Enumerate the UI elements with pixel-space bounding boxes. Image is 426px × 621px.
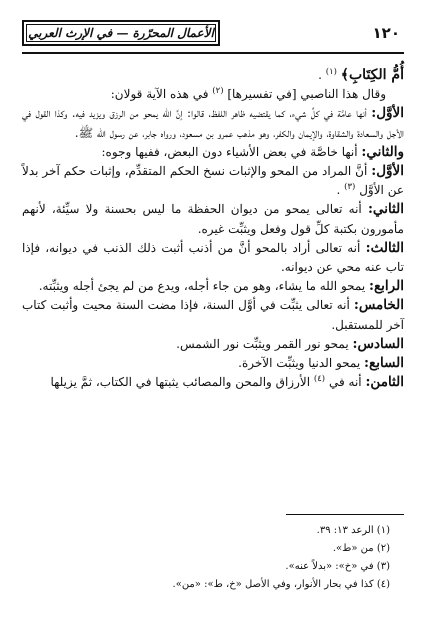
paragraph-text: أنه تعالى أراد بالمحو أنَّ من أذنب أثبت ذلك الذنب في ديوانه، فإذا تاب عنه محي عن ديوانه. (22, 240, 404, 275)
footnote: (٣) في «خ»: «بدلاً عنه». (285, 561, 390, 572)
paragraph-aspect-6 (22, 335, 404, 354)
header-rule (22, 52, 404, 54)
page-header (22, 18, 404, 58)
punctuation: . (318, 68, 322, 82)
verse-line (22, 66, 404, 85)
footnote: (١) الرعد ١٣: ٣٩. (316, 525, 390, 536)
footnote: (٢) من «ط». (332, 543, 390, 554)
paragraph-text: يمحو الله ما يشاء، وهو من جاء أجله، ويدع من لم يجئ أجله ويثبِّته. (38, 279, 366, 294)
footnote-ref: (٣) (344, 182, 356, 193)
paragraph-text: أنه تعالى يثبِّت في أوَّل السنة، فإذا مضت السنة محيت وأثبت كتاب آخر للمستقبل. (22, 298, 404, 332)
section-keyword: الرابع: (369, 278, 404, 295)
paragraph-text: أنه في (328, 375, 362, 390)
section-keyword: السادس: (352, 335, 404, 352)
footnote-ref: (١) (325, 67, 337, 77)
paragraph-aspect-8 (22, 373, 404, 392)
section-keyword: الثامن: (365, 374, 404, 391)
paragraph-text: يمحو الدنيا ويثبِّت الآخرة. (238, 356, 361, 371)
paragraph-aspect-5 (22, 296, 404, 334)
page-number: ١٢٠ (372, 24, 400, 42)
section-keyword: الأوَّل: (371, 163, 404, 180)
paragraph-aspect-3 (22, 239, 404, 277)
footnotes (22, 522, 404, 594)
paragraph-text: في هذه الآية قولان: (110, 87, 209, 102)
section-keyword: الخامس: (353, 297, 404, 314)
paragraph-second-opinion (22, 143, 404, 162)
section-keyword: الأوَّل: (371, 105, 404, 122)
paragraph-first-opinion (22, 104, 404, 142)
verse-heading: أُمُّ الكِتَابِ﴾ (340, 67, 404, 83)
book-title-banner: الأعمال المحرّرة — في الإرث العربي (22, 20, 220, 46)
paragraph-text: الأرزاق والمحن والمصائب يثبتها في الكتاب، ثمَّ يزيلها (50, 375, 311, 390)
footnote-ref: (٤) (313, 374, 326, 385)
paragraph-text: يمحو نور القمر ويثبِّت نور الشمس. (176, 336, 349, 351)
paragraph-aspect-1 (22, 162, 404, 200)
punctuation: . (336, 183, 341, 198)
main-text (22, 66, 404, 392)
paragraph-text: أنها خاصَّة في بعض الأشياء دون البعض، ففيها وجوه: (101, 144, 358, 159)
paragraph-aspect-2 (22, 200, 404, 238)
paragraph-text: أنها عامَّة في كلِّ شيء، كما يقتضيه ظاهر اللفظ، قالوا: إنَّ الله يمحو من الرزق ويزيد فيه. وكذا القول في الأجل والسعادة والشقاوة، والإيمان والكفر، وهو مذهب عمرو بن مسعود، ورواه جابر، عن رسول الله ﷺ. (22, 106, 404, 140)
section-keyword: السابع: (364, 355, 404, 372)
footnote-ref: (٢) (212, 86, 224, 97)
paragraph-intro (22, 85, 404, 104)
paragraph-text: وقال هذا الناصبي [في تفسيرها] (227, 87, 386, 102)
section-keyword: الثالث: (365, 239, 404, 256)
footnote-separator (286, 514, 404, 515)
paragraph-text: أنه تعالى يمحو من ديوان الحفظة ما ليس بحسنة ولا سيِّئة، لأنهم مأمورون بكتبة كلِّ قول وفعل ويثبِّت غيره. (22, 202, 404, 236)
paragraph-text: أنَّ المراد من المحو والإثبات نسخ الحكم المتقدِّم، وإثبات حكم آخر بدلاً عن الأوَّل (22, 164, 404, 198)
footnote: (٤) كذا في بحار الأنوار، وفي الأصل «خ، ط»: «من». (172, 579, 390, 590)
section-keyword: الثاني: (367, 201, 404, 218)
paragraph-aspect-4 (22, 277, 404, 296)
paragraph-aspect-7 (22, 354, 404, 373)
section-keyword: والثاني: (361, 143, 404, 160)
